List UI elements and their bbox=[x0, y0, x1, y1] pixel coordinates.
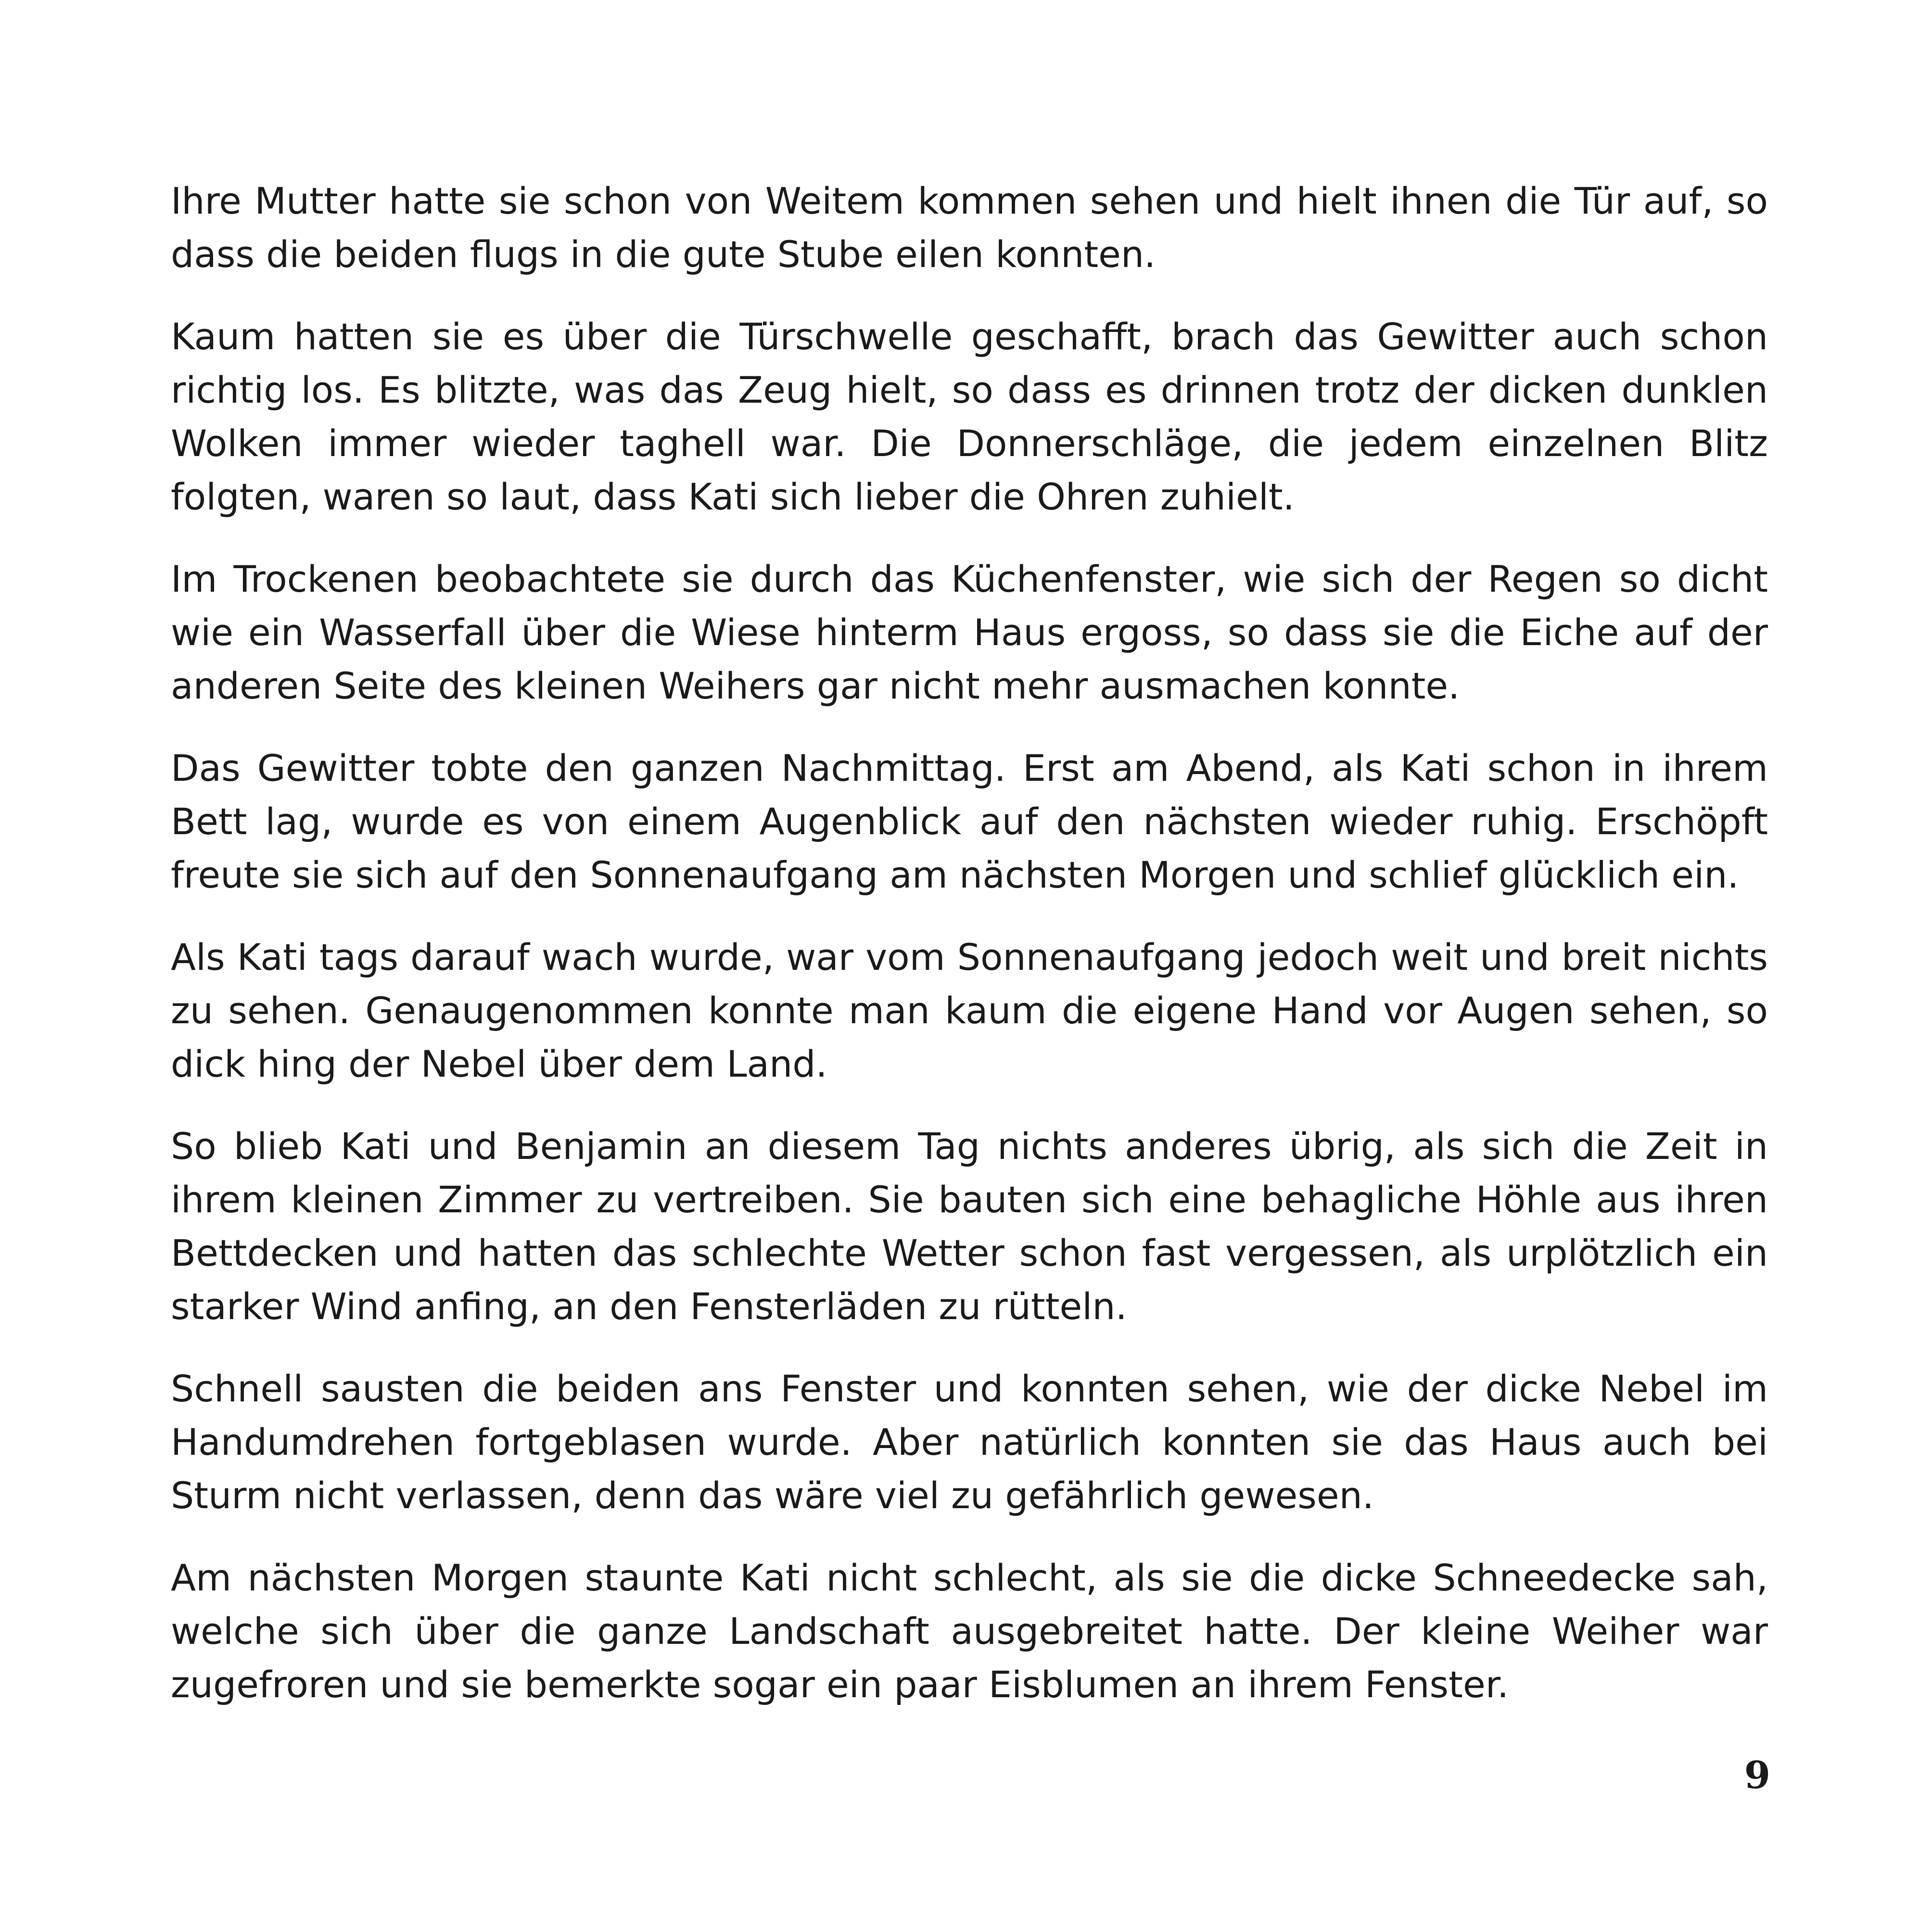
paragraph: Das Gewitter tobte den ganzen Nachmittag. Erst am Abend, als Kati schon in ihrem Bett lag, wurde es von einem Augenblick auf den nächsten wieder ruhig. Erschöpft freute sie sich auf den Sonnenaufgang am nächsten Morgen und schlief glücklich ein. bbox=[171, 747, 1768, 896]
body-text bbox=[171, 174, 1768, 1740]
paragraph: Als Kati tags darauf wach wurde, war vom Sonnenaufgang jedoch weit und breit nichts zu sehen. Genaugenommen konnte man kaum die eigene Hand vor Augen sehen, so dick hing der Nebel über dem Land. bbox=[171, 936, 1768, 1085]
page-number: 9 bbox=[1744, 1754, 1770, 1797]
paragraph: Kaum hatten sie es über die Türschwelle geschafft, brach das Gewitter auch schon richtig los. Es blitzte, was das Zeug hielt, so dass es drinnen trotz der dicken dunklen Wolken immer wieder taghell war. Die Donnerschläge, die jedem einzelnen Blitz folgten, waren so laut, dass Kati sich lieber die Ohren zuhielt. bbox=[171, 315, 1768, 518]
paragraph: Am nächsten Morgen staunte Kati nicht schlecht, als sie die dicke Schneedecke sah, welche sich über die ganze Landschaft ausgebreitet hatte. Der kleine Weiher war zugefroren und sie bemerkte sogar ein paar Eisblumen an ihrem Fenster. bbox=[171, 1556, 1768, 1706]
paragraph: So blieb Kati und Benjamin an diesem Tag nichts anderes übrig, als sich die Zeit in ihrem kleinen Zimmer zu vertreiben. Sie bauten sich eine behagliche Höhle aus ihren Bettdecken und hatten das schlechte Wetter schon fast vergessen, als urplötzlich ein starker Wind anfing, an den Fensterläden zu rütteln. bbox=[171, 1125, 1768, 1328]
paragraph: Ihre Mutter hatte sie schon von Weitem kommen sehen und hielt ihnen die Tür auf, so dass die beiden flugs in die gute Stube eilen konnten. bbox=[171, 179, 1768, 276]
paragraph: Schnell sausten die beiden ans Fenster und konnten sehen, wie der dicke Nebel im Handumdrehen fortgeblasen wurde. Aber natürlich konnten sie das Haus auch bei Sturm nicht verlassen, denn das wäre viel zu gefährlich gewesen. bbox=[171, 1367, 1768, 1517]
paragraph: Im Trockenen beobachtete sie durch das Küchenfenster, wie sich der Regen so dicht wie ein Wasserfall über die Wiese hinterm Haus ergoss, so dass sie die Eiche auf der anderen Seite des kleinen Weihers gar nicht mehr ausmachen konnte. bbox=[171, 558, 1768, 707]
